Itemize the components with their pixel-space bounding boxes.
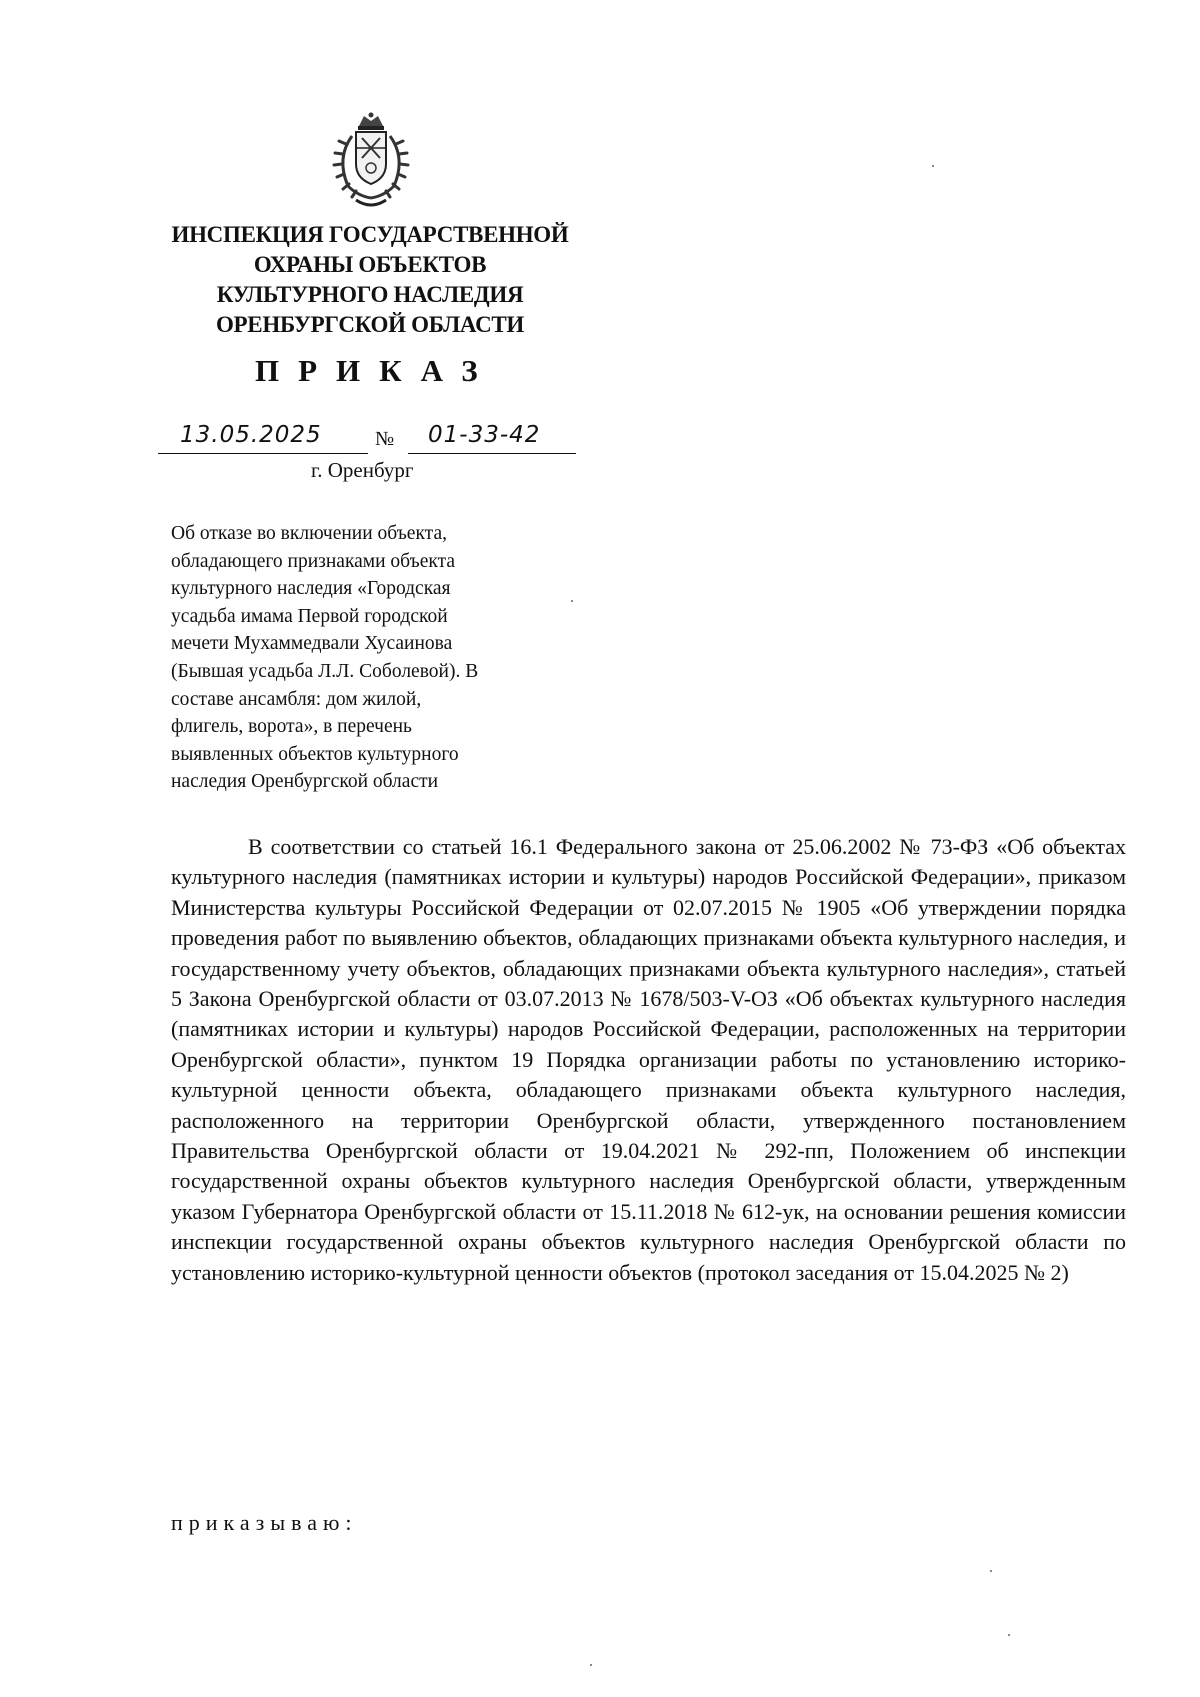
subject-line: наследия Оренбургской области — [171, 771, 439, 793]
organization-name — [160, 220, 580, 340]
document-body — [171, 832, 1126, 1288]
document-number: 01-33-42 — [428, 422, 541, 448]
date-underline — [158, 453, 368, 454]
subject-line: культурного наследия «Городская — [171, 578, 451, 600]
city: г. Оренбург — [311, 458, 414, 482]
scan-speck — [932, 165, 934, 167]
body-paragraph: В соответствии со статьей 16.1 Федерального закона от 25.06.2002 № 73-ФЗ «Об объектах культурного наследия (памятниках истории и культуры) народов Российской Федерации», приказом Министерства культуры Российской Федерации от 02.07.2015 № 1905 «Об утверждении порядка проведения работ по выявлению объектов, обладающих признаками объекта культурного наследия, и государственному учету объектов, обладающих признаками объекта культурного наследия», статьей 5 Закона Оренбургской области от 03.07.2013 № 1678/503-V-ОЗ «Об объектах культурного наследия (памятниках истории и культуры) народов Российской Федерации, расположенных на территории Оренбургской области», пунктом 19 Порядка организации работы по установлению историко-культурной ценности объекта, обладающего признаками объекта культурного наследия, расположенного на территории Оренбургской области, утвержденного постановлением Правительства Оренбургской области от 19.04.2021 № 292-пп, Положением об инспекции государственной охраны объектов культурного наследия Оренбургской области, утвержденным указом Губернатора Оренбургской области от 15.11.2018 № 612-ук, на основании решения комиссии инспекции государственной охраны объектов культурного наследия Оренбургской области по установлению историко-культурной ценности объектов (протокол заседания от 15.04.2025 № 2) — [171, 834, 1126, 1285]
number-label: № — [375, 428, 395, 450]
subject-line: Об отказе во включении объекта, — [171, 523, 447, 544]
org-line-4: ОРЕНБУРГСКОЙ ОБЛАСТИ — [215, 312, 525, 337]
document-date: 13.05.2025 — [180, 422, 322, 448]
subject-line: (Бывшая усадьба Л.Л. Соболевой). В — [171, 660, 479, 682]
subject-line: выявленных объектов культурного — [171, 743, 459, 765]
scan-speck — [1008, 1634, 1010, 1636]
org-line-2: ОХРАНЫ ОБЪЕКТОВ — [253, 252, 487, 277]
order-word: приказываю: — [171, 1510, 358, 1535]
org-line-1: ИНСПЕКЦИЯ ГОСУДАРСТВЕННОЙ — [171, 222, 569, 247]
date-number-line — [156, 422, 576, 456]
scan-speck — [571, 600, 573, 602]
number-underline — [408, 453, 576, 454]
subject-line: мечети Мухаммедвали Хусаинова — [171, 633, 453, 655]
document-type-title: ПРИКАЗ — [255, 353, 497, 388]
scan-speck — [990, 1570, 992, 1572]
subject-line: усадьба имама Первой городской — [171, 605, 448, 627]
subject-line: флигель, ворота», в перечень — [171, 716, 412, 738]
scan-speck — [590, 1664, 592, 1666]
subject-line: составе ансамбля: дом жилой, — [171, 688, 422, 710]
subject-line: обладающего признаками объекта — [171, 550, 455, 572]
org-line-3: КУЛЬТУРНОГО НАСЛЕДИЯ — [216, 282, 524, 307]
coat-of-arms-icon — [326, 112, 416, 212]
document-subject — [171, 520, 591, 796]
